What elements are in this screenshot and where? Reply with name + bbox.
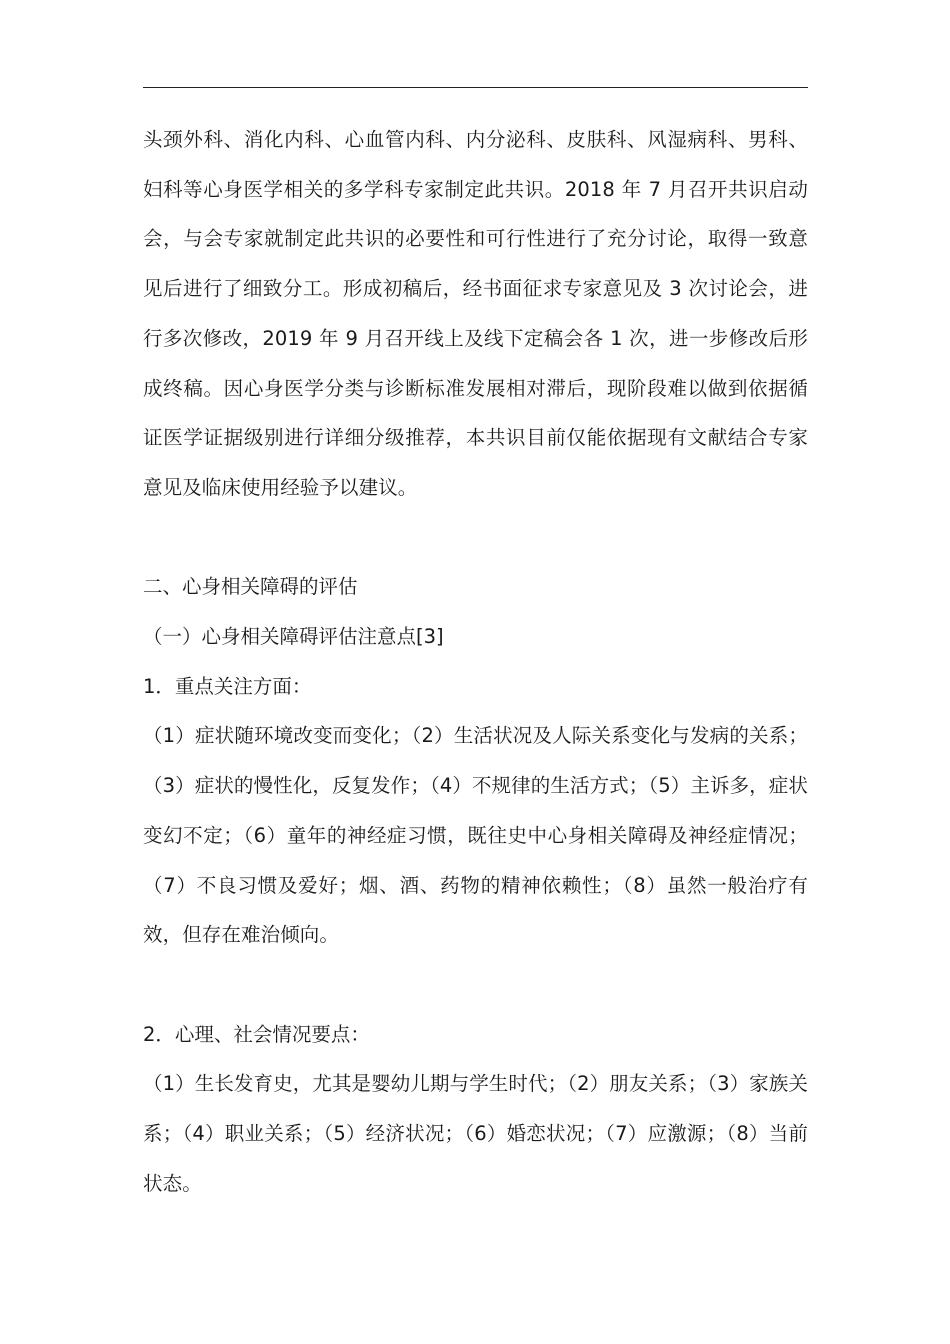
document-body: [143, 115, 808, 1208]
header-rule: [143, 87, 808, 88]
spacer: [143, 960, 808, 1010]
item1-heading: 1．重点关注方面：: [143, 674, 312, 698]
section-heading: 二、心身相关障碍的评估: [143, 575, 358, 599]
item2-heading: 2．心理、社会情况要点：: [143, 1022, 370, 1046]
item1-body: （1）症状随环境改变而变化；（2）生活状况及人际关系变化与发病的关系；（3）症状的慢性化，反复发作；（4）不规律的生活方式；（5）主诉多，症状变幻不定；（6）童年的神经症习惯，既往史中心身相关障碍及神经症情况；（7）不良习惯及爱好；烟、酒、药物的精神依赖性；（8）虽然一般治疗有效，但存在难治倾向。: [143, 724, 808, 947]
intro-paragraph: 头颈外科、消化内科、心血管内科、内分泌科、皮肤科、风湿病科、男科、妇科等心身医学相关的多学科专家制定此共识。2018 年 7 月召开共识启动会，与会专家就制定此共识的必要性和可行性进行了充分讨论，取得一致意见后进行了细致分工。形成初稿后，经书面征求专家意见及 3 次讨论会，进行多次修改，2019 年 9 月召开线上及线下定稿会各 1 次，进一步修改后形成终稿。因心身医学分类与诊断标准发展相对滞后，现阶段难以做到依据循证医学证据级别进行详细分级推荐，本共识目前仅能依据现有文献结合专家意见及临床使用经验予以建议。: [143, 128, 808, 499]
item2-body: （1）生长发育史，尤其是婴幼儿期与学生时代；（2）朋友关系；（3）家族关系；（4）职业关系；（5）经济状况；（6）婚恋状况；（7）应激源；（8）当前状态。: [143, 1072, 808, 1195]
spacer: [143, 513, 808, 563]
subsection-heading: （一）心身相关障碍评估注意点[3]: [143, 625, 444, 649]
